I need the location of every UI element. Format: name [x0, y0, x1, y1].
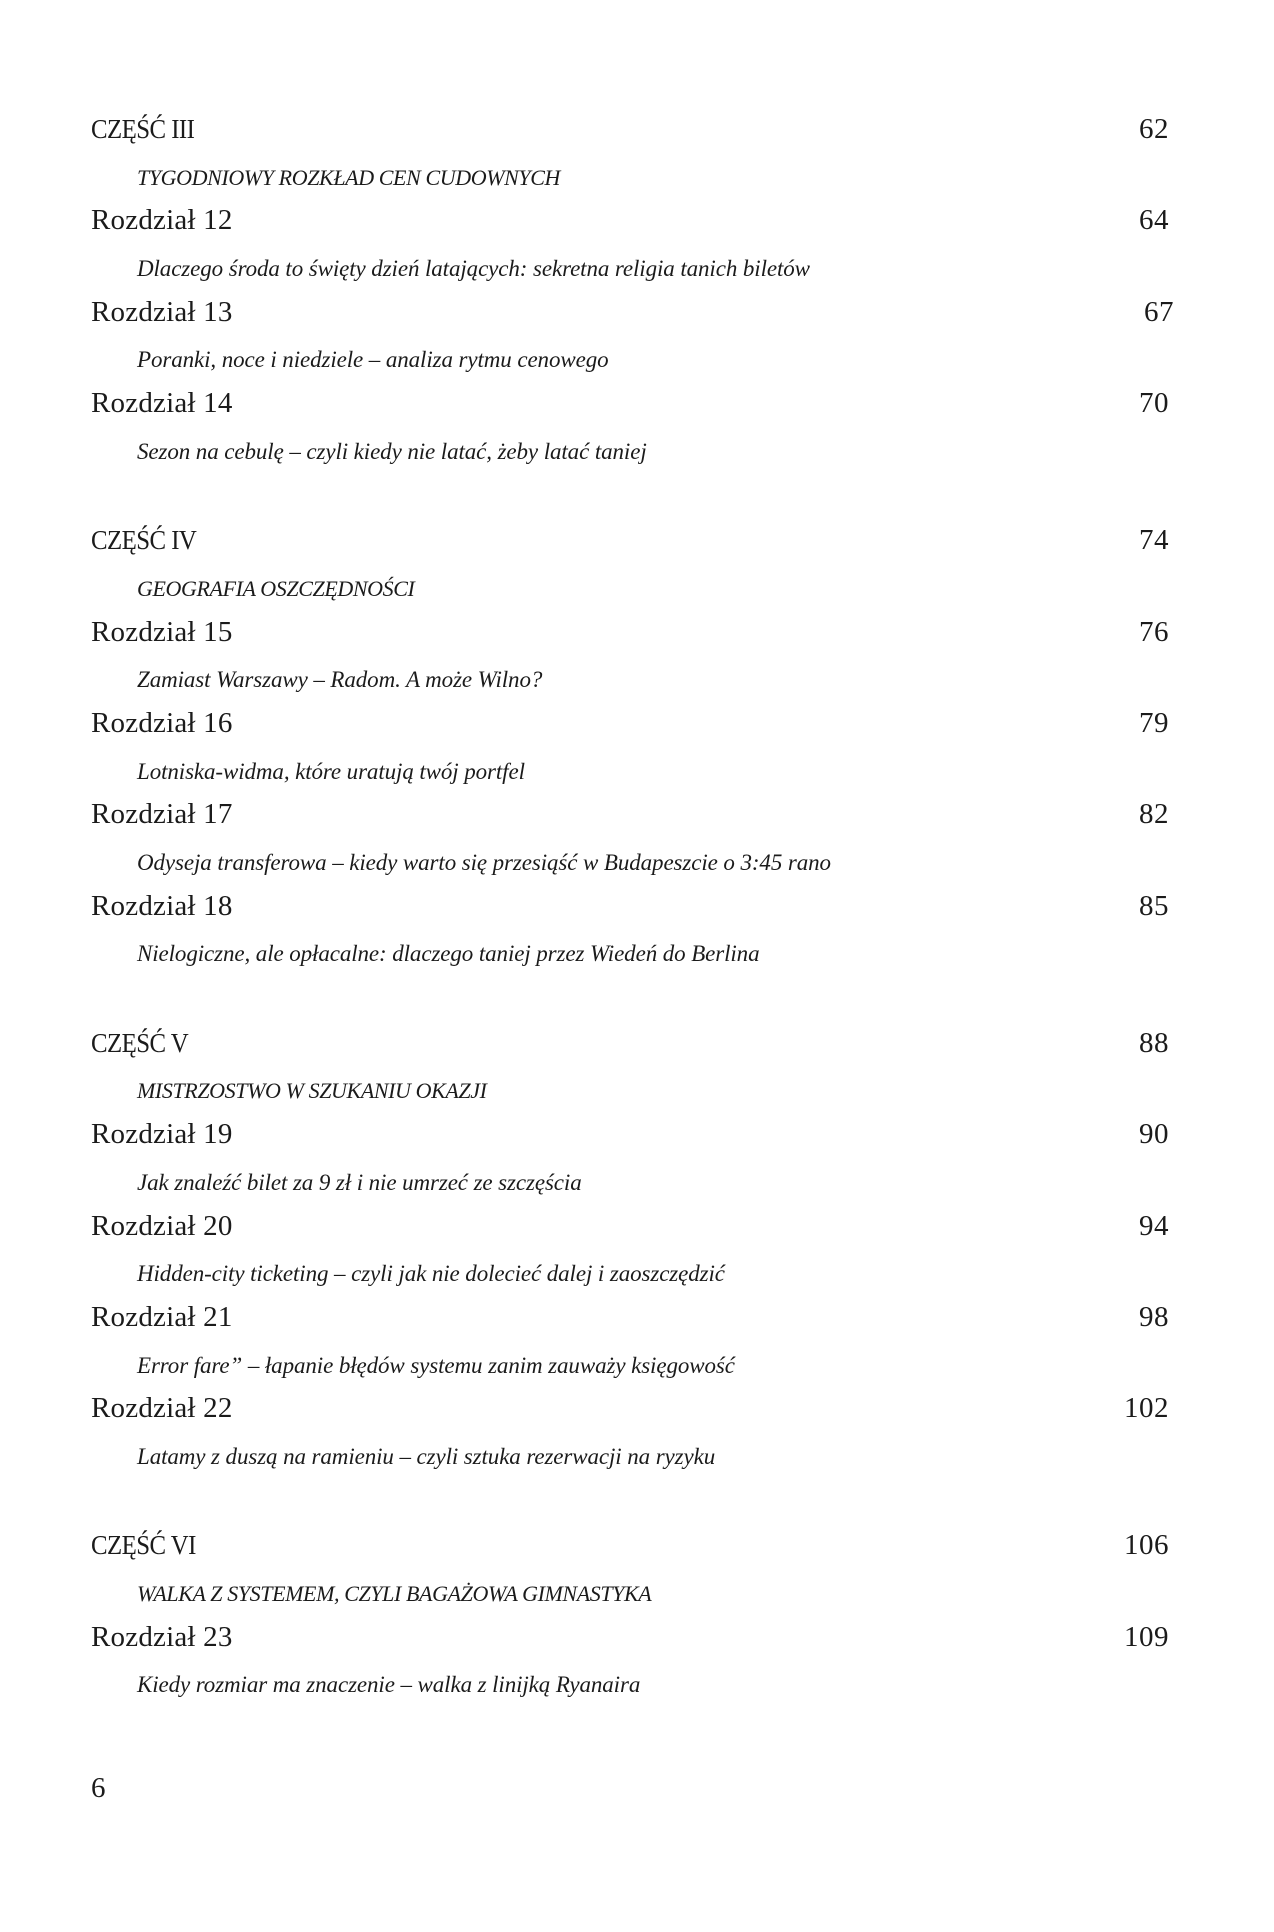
chapter-page-number: 82: [1139, 798, 1169, 831]
chapter-title: Dlaczego środa to święty dzień latających: sekretna religia tanich biletów: [137, 256, 810, 282]
part-subtitle: WALKA Z SYSTEMEM, CZYLI BAGAŻOWA GIMNASTYKA: [137, 1581, 652, 1606]
chapter-title: Lotniska-widma, które uratują twój portfel: [137, 758, 525, 784]
chapter-label: Rozdział 19: [91, 1118, 233, 1151]
chapter-title-row: [91, 335, 1169, 381]
part-label: CZĘŚĆ III: [91, 114, 195, 144]
part-page-number: 62: [1139, 113, 1169, 145]
chapter-title: Nielogiczne, ale opłacalne: dlaczego taniej przez Wiedeń do Berlina: [137, 941, 760, 967]
section-gap: [91, 1478, 1169, 1524]
chapter-title-row: [91, 244, 1169, 290]
chapter-page-number: 102: [1124, 1392, 1169, 1425]
chapter-title-row: [91, 427, 1169, 473]
part-page-number: 106: [1124, 1529, 1169, 1562]
part-row[interactable]: [91, 1021, 1169, 1067]
chapter-page-number: 64: [1139, 204, 1169, 237]
chapter-title: Hidden-city ticketing – czyli jak nie dolecieć dalej i zaoszczędzić: [137, 1261, 725, 1287]
chapter-page-number: 67: [1144, 295, 1174, 328]
chapter-label: Rozdział 16: [91, 706, 233, 739]
page-number: 6: [91, 1772, 106, 1804]
chapter-title-row: [91, 1158, 1169, 1204]
chapter-row[interactable]: [91, 1295, 1169, 1341]
chapter-label: Rozdział 14: [91, 387, 233, 420]
chapter-label: Rozdział 20: [91, 1209, 233, 1242]
part-row[interactable]: [91, 518, 1169, 564]
chapter-title: Sezon na cebulę – czyli kiedy nie latać, żeby latać taniej: [137, 438, 647, 464]
chapter-row[interactable]: [91, 610, 1169, 656]
chapter-row[interactable]: [91, 290, 1174, 336]
chapter-page-number: 79: [1139, 706, 1169, 739]
chapter-title-row: [91, 655, 1169, 701]
table-of-contents: [91, 107, 1174, 1706]
part-subtitle-row: [91, 1569, 1169, 1615]
section-gap: [91, 975, 1169, 1021]
chapter-title-row: [91, 838, 1169, 884]
part-page-number: 88: [1139, 1026, 1169, 1059]
chapter-label: Rozdział 17: [91, 798, 233, 831]
part-row[interactable]: [91, 1523, 1169, 1569]
chapter-row[interactable]: [91, 198, 1169, 244]
part-label: CZĘŚĆ VI: [91, 1530, 196, 1561]
part-subtitle: TYGODNIOWY ROZKŁAD CEN CUDOWNYCH: [137, 164, 560, 190]
part-subtitle: MISTRZOSTWO W SZUKANIU OKAZJI: [137, 1078, 487, 1104]
chapter-title: Poranki, noce i niedziele – analiza rytmu cenowego: [137, 347, 609, 373]
chapter-title-row: [91, 1249, 1169, 1295]
part-subtitle-row: [91, 564, 1169, 610]
chapter-title: Kiedy rozmiar ma znaczenie – walka z linijką Ryanaira: [137, 1672, 641, 1698]
chapter-label: Rozdział 13: [91, 295, 233, 328]
part-subtitle: GEOGRAFIA OSZCZĘDNOŚCI: [137, 575, 415, 601]
chapter-page-number: 94: [1139, 1209, 1169, 1242]
chapter-label: Rozdział 15: [91, 615, 233, 648]
chapter-title: Odyseja transferowa – kiedy warto się przesiąść w Budapeszcie o 3:45 rano: [137, 850, 831, 875]
chapter-label: Rozdział 22: [91, 1392, 233, 1425]
chapter-title-row: [91, 747, 1169, 793]
chapter-label: Rozdział 18: [91, 889, 233, 922]
chapter-label: Rozdział 23: [91, 1620, 233, 1653]
chapter-row[interactable]: [91, 1112, 1169, 1158]
part-subtitle-row: [91, 1066, 1169, 1112]
chapter-page-number: 76: [1139, 615, 1169, 648]
section-gap: [91, 473, 1169, 519]
part-subtitle-row: [91, 153, 1169, 199]
chapter-title-row: [91, 1660, 1169, 1706]
chapter-title-row: [91, 929, 1169, 975]
chapter-page-number: 70: [1139, 387, 1169, 420]
chapter-page-number: 90: [1139, 1118, 1169, 1151]
chapter-label: Rozdział 12: [91, 204, 233, 237]
part-label: CZĘŚĆ IV: [91, 525, 197, 556]
chapter-row[interactable]: [91, 701, 1169, 747]
part-page-number: 74: [1139, 524, 1169, 557]
chapter-row[interactable]: [91, 1386, 1169, 1432]
chapter-row[interactable]: [91, 884, 1169, 930]
chapter-label: Rozdział 21: [91, 1300, 233, 1333]
part-label: CZĘŚĆ V: [91, 1027, 189, 1058]
chapter-row[interactable]: [91, 381, 1169, 427]
chapter-row[interactable]: [91, 1204, 1169, 1250]
chapter-title-row: [91, 1432, 1169, 1478]
chapter-title: Zamiast Warszawy – Radom. A może Wilno?: [137, 667, 543, 693]
chapter-page-number: 98: [1139, 1300, 1169, 1333]
chapter-row[interactable]: [91, 792, 1169, 838]
chapter-title: Jak znaleźć bilet za 9 zł i nie umrzeć ze szczęścia: [137, 1169, 582, 1195]
part-row[interactable]: [91, 107, 1169, 153]
chapter-title: Latamy z duszą na ramieniu – czyli sztuka rezerwacji na ryzyku: [137, 1443, 716, 1469]
chapter-page-number: 85: [1139, 889, 1169, 922]
chapter-title: Error fare” – łapanie błędów systemu zanim zauważy księgowość: [137, 1352, 735, 1378]
chapter-page-number: 109: [1124, 1620, 1169, 1653]
chapter-title-row: [91, 1341, 1169, 1387]
chapter-row[interactable]: [91, 1615, 1169, 1661]
